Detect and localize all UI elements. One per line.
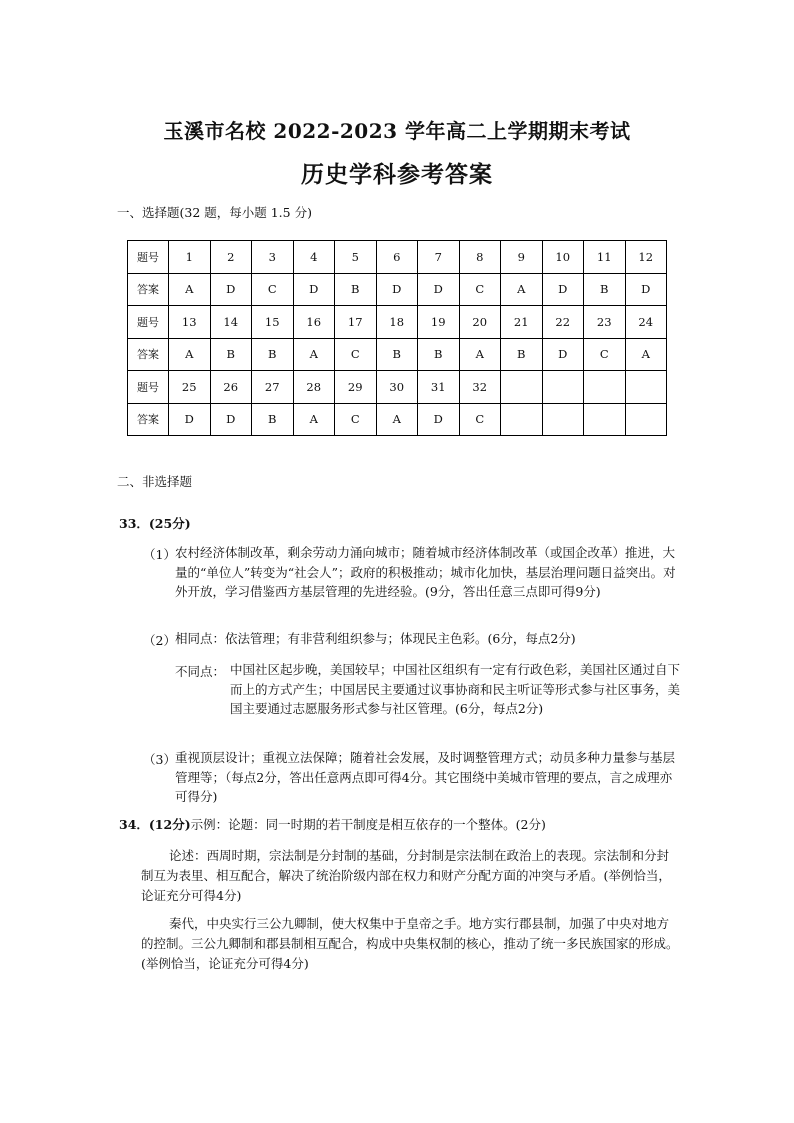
row-label-cell: 答案 (128, 403, 169, 436)
answer-table-cell: 31 (418, 371, 460, 404)
answer-table-cell: 3 (252, 241, 294, 274)
answer-table-cell: A (376, 403, 418, 436)
q33-part2-similarities: 相同点：依法管理；有非营利组织参与；体现民主色彩。(6分，每点2分) (175, 631, 576, 646)
answer-table-cell: B (501, 338, 543, 371)
q34-paragraph-1: 论述：西周时期，宗法制是分封制的基础，分封制是宗法制在政治上的表现。宗法制和分封制互为表里、相互配合，解决了统治阶级内部在权力和财产分配方面的冲突与矛盾。(举例恰当，论证充分可得4分) (141, 848, 671, 903)
answer-table-cell: 10 (542, 241, 584, 274)
answer-table-cell: 30 (376, 371, 418, 404)
section1-heading: 一、选择题(32 题，每小题 1.5 分) (117, 205, 312, 220)
q34-paragraph-2: 秦代，中央实行三公九卿制，使大权集中于皇帝之手。地方实行郡县制，加强了中央对地方的控制。三公九卿制和郡县制相互配合，构成中央集权制的核心，推动了统一多民族国家的形成。(举例恰当，论证充分可得4分) (141, 916, 679, 971)
answer-table-cell: 8 (459, 241, 501, 274)
answer-table-cell: B (418, 338, 460, 371)
answer-table-cell: A (625, 338, 667, 371)
answer-table-cell: D (293, 273, 335, 306)
document-title: 玉溪市名校 2022-2023 学年高二上学期期末考试 (163, 119, 631, 143)
answer-table-cell: 22 (542, 306, 584, 339)
answer-table-cell: D (418, 403, 460, 436)
answer-table-cell: D (418, 273, 460, 306)
answer-table-cell (584, 371, 626, 404)
answer-table-cell: D (542, 273, 584, 306)
q33-part1-number: （1） (143, 547, 176, 562)
q33-title: 33．(25分) (119, 516, 191, 531)
answer-table-cell (625, 371, 667, 404)
answer-table-cell: B (252, 338, 294, 371)
answer-table-cell: A (501, 273, 543, 306)
answer-table-cell: 17 (335, 306, 377, 339)
answer-table-cell: B (584, 273, 626, 306)
q33-differences-label: 不同点： (175, 664, 226, 679)
answer-table-cell: 27 (252, 371, 294, 404)
answer-table-cell: C (459, 403, 501, 436)
answer-table-cell: B (252, 403, 294, 436)
answer-table-cell: 18 (376, 306, 418, 339)
row-label-cell: 题号 (128, 371, 169, 404)
answer-table-cell (501, 403, 543, 436)
answer-table-cell: 19 (418, 306, 460, 339)
answer-table-cell: 21 (501, 306, 543, 339)
answer-table-cell: 11 (584, 241, 626, 274)
answer-table-cell: 28 (293, 371, 335, 404)
answer-table-cell: 6 (376, 241, 418, 274)
answer-table-cell: 16 (293, 306, 335, 339)
answer-table-cell: A (169, 338, 211, 371)
answer-table-cell: 1 (169, 241, 211, 274)
answer-table-cell: 25 (169, 371, 211, 404)
answer-table-cell: B (210, 338, 252, 371)
q33-part3-number: （3） (143, 752, 176, 767)
answer-table-cell (542, 403, 584, 436)
answer-table-cell: 26 (210, 371, 252, 404)
answer-table-cell: B (335, 273, 377, 306)
answer-table-cell: 32 (459, 371, 501, 404)
answer-table-cell: 23 (584, 306, 626, 339)
answer-table (127, 240, 667, 436)
answer-table-cell: 24 (625, 306, 667, 339)
answer-table-cell: 29 (335, 371, 377, 404)
answer-table-cell: D (625, 273, 667, 306)
answer-table-cell: 15 (252, 306, 294, 339)
answer-table-cell: A (293, 403, 335, 436)
answer-table-row (128, 306, 667, 339)
answer-table-cell: C (459, 273, 501, 306)
answer-table-cell: A (169, 273, 211, 306)
row-label-cell: 题号 (128, 306, 169, 339)
answer-table-cell: 4 (293, 241, 335, 274)
answer-table-cell: 5 (335, 241, 377, 274)
answer-table-row (128, 403, 667, 436)
answer-table-cell: 13 (169, 306, 211, 339)
answer-table-cell: D (376, 273, 418, 306)
answer-table-row (128, 273, 667, 306)
answer-table-cell: D (169, 403, 211, 436)
answer-table-cell: 2 (210, 241, 252, 274)
answer-table-cell: 12 (625, 241, 667, 274)
answer-table-row (128, 338, 667, 371)
answer-table-cell (542, 371, 584, 404)
row-label-cell: 答案 (128, 338, 169, 371)
answer-table-cell: C (335, 338, 377, 371)
answer-table-cell (584, 403, 626, 436)
answer-table-cell: C (584, 338, 626, 371)
answer-table-cell: D (210, 273, 252, 306)
section2-heading: 二、非选择题 (117, 474, 193, 489)
answer-table-row (128, 241, 667, 274)
q33-part2-number: （2） (143, 633, 176, 648)
q33-part3-text: 重视顶层设计；重视立法保障；随着社会发展，及时调整管理方式；动员多种力量参与基层管理等；（每点2分，答出任意两点即可得4分。其它围绕中美城市管理的要点，言之成理亦可得分) (175, 750, 676, 804)
answer-table-cell: 9 (501, 241, 543, 274)
q34-title: 34．(12分) (119, 817, 191, 832)
answer-table-cell: A (459, 338, 501, 371)
answer-table-cell (501, 371, 543, 404)
q33-part1-text: 农村经济体制改革，剩余劳动力涌向城市；随着城市经济体制改革（或国企改革）推进，大量的“单位人”转变为“社会人”；政府的积极推动；城市化加快，基层治理问题日益突出。对外开放，学习借鉴西方基层管理的先进经验。(9分，答出任意三点即可得9分) (175, 545, 676, 599)
answer-table-cell: C (335, 403, 377, 436)
q34-intro: 示例：论题：同一时期的若干制度是相互依存的一个整体。(2分) (190, 817, 546, 832)
answer-table-cell: 14 (210, 306, 252, 339)
answer-table-cell: 7 (418, 241, 460, 274)
q34-line (119, 815, 689, 835)
q33-part2-differences: 中国社区起步晚，美国较早；中国社区组织有一定有行政色彩，美国社区通过自下而上的方式产生；中国居民主要通过议事协商和民主听证等形式参与社区事务，美国主要通过志愿服务形式参与社区管理。(6分，每点2分) (230, 662, 681, 716)
answer-table-cell: 20 (459, 306, 501, 339)
document-subtitle: 历史学科参考答案 (301, 161, 493, 188)
answer-table-cell: D (210, 403, 252, 436)
answer-table-cell (625, 403, 667, 436)
row-label-cell: 题号 (128, 241, 169, 274)
row-label-cell: 答案 (128, 273, 169, 306)
answer-table-cell: D (542, 338, 584, 371)
answer-table-cell: C (252, 273, 294, 306)
answer-table-cell: A (293, 338, 335, 371)
answer-table-row (128, 371, 667, 404)
answer-table-cell: B (376, 338, 418, 371)
